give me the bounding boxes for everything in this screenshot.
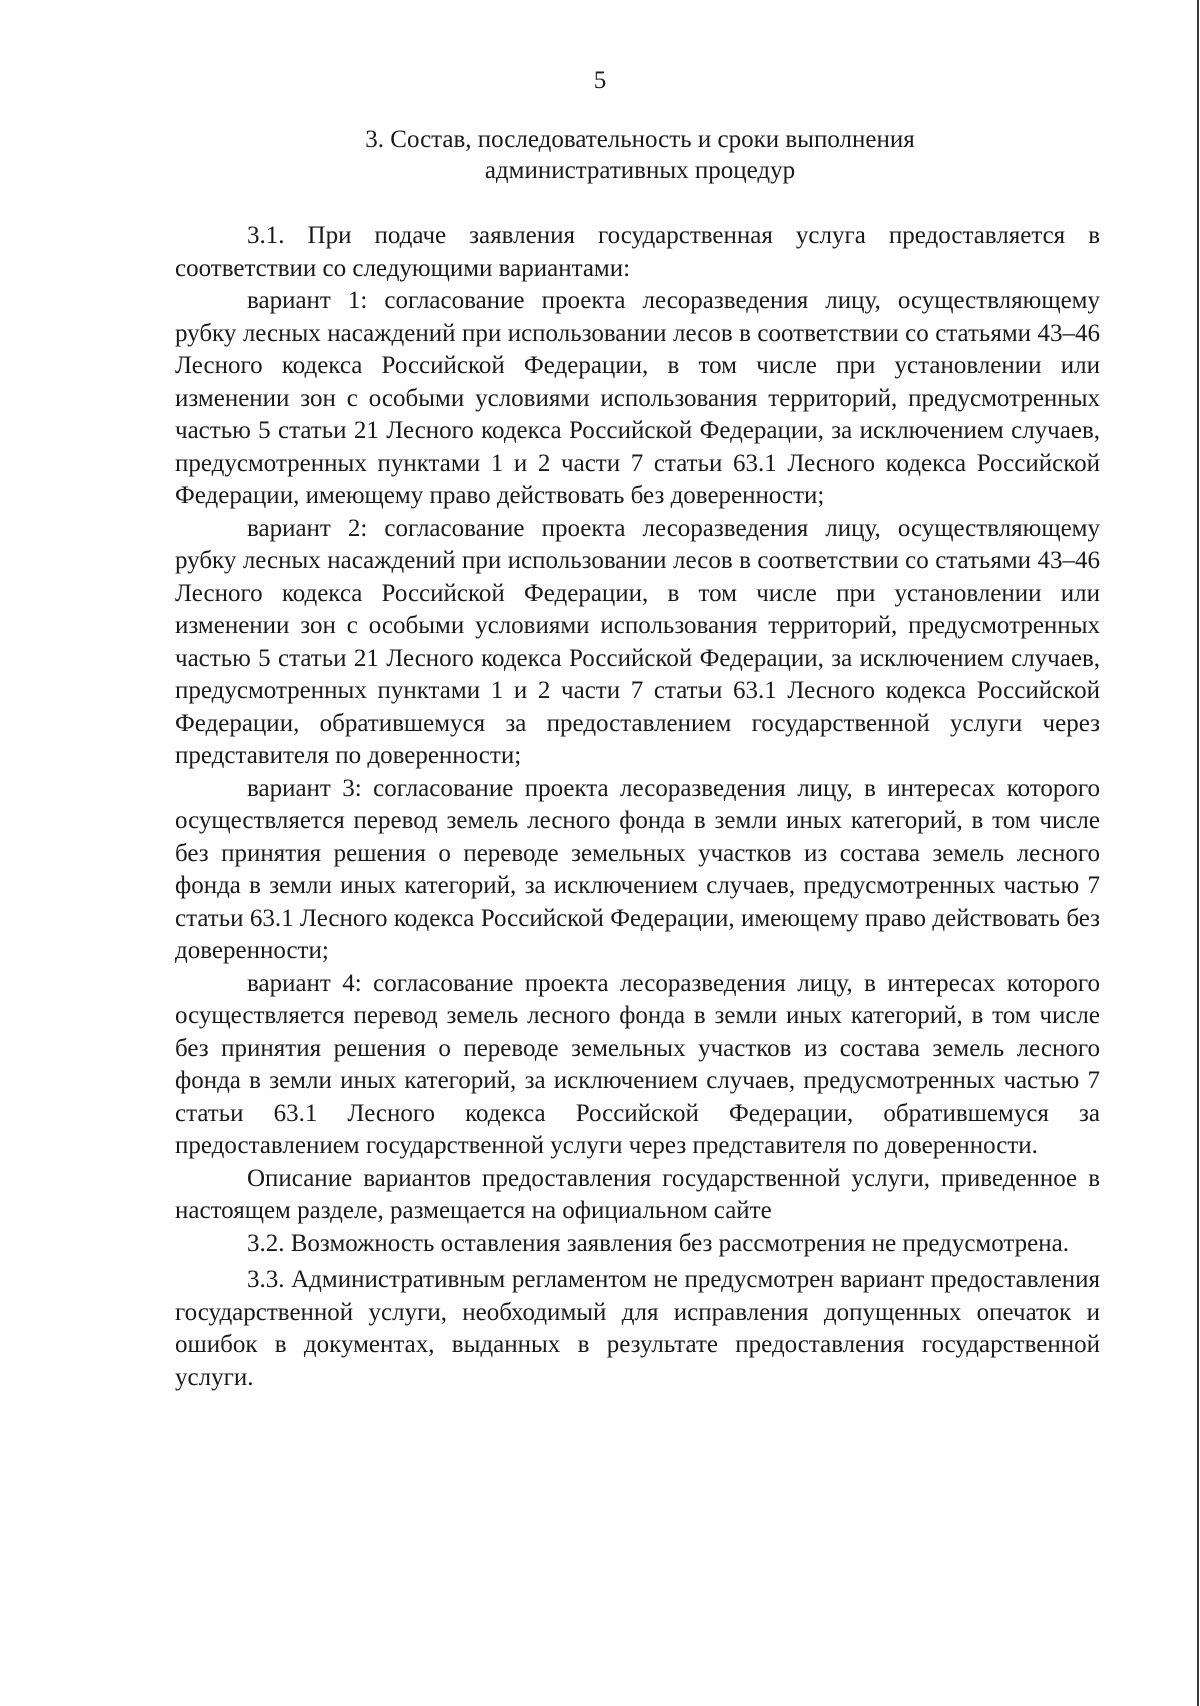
- paragraph-variant-1: вариант 1: согласование проекта лесоразведения лицу, осуществляющему рубку лесных насаждений при использовании лесов в соответствии со статьями 43–46 Лесного кодекса Российской Федерации, в том числе при установлении или изменении зон с особыми условиями использования территорий, предусмотренных частью 5 статьи 21 Лесного кодекса Российской Федерации, за исключением случаев, предусмотренных пунктами 1 и 2 части 7 статьи 63.1 Лесного кодекса Российской Федерации, имеющему право действовать без доверенности;: [175, 287, 1100, 509]
- paragraph-description: Описание вариантов предоставления государственной услуги, приведенное в настоящем разделе, размещается на официальном сайте: [175, 1164, 1100, 1224]
- paragraph-variant-2: вариант 2: согласование проекта лесоразведения лицу, осуществляющему рубку лесных насаждений при использовании лесов в соответствии со статьями 43–46 Лесного кодекса Российской Федерации, в том числе при установлении или изменении зон с особыми условиями использования территорий, предусмотренных частью 5 статьи 21 Лесного кодекса Российской Федерации, за исключением случаев, предусмотренных пунктами 1 и 2 части 7 статьи 63.1 Лесного кодекса Российской Федерации, обратившемуся за предоставлением государственной услуги через представителя по доверенности;: [175, 514, 1100, 769]
- paragraph-3-3: 3.3. Административным регламентом не предусмотрен вариант предоставления государственной услуги, необходимый для исправления допущенных опечаток и ошибок в документах, выданных в результате предоставления государственной услуги.: [175, 1266, 1100, 1391]
- paragraph-variant-4: вариант 4: согласование проекта лесоразведения лицу, в интересах которого осуществляется перевод земель лесного фонда в земли иных категорий, в том числе без принятия решения о переводе земельных участков из состава земель лесного фонда в земли иных категорий, за исключением случаев, предусмотренных частью 7 статьи 63.1 Лесного кодекса Российской Федерации, обратившемуся за предоставлением государственной услуги через представителя по доверенности.: [175, 969, 1100, 1159]
- page-edge: [1197, 0, 1199, 1706]
- section-heading: [0, 124, 1200, 186]
- page-number: 5: [593, 67, 607, 94]
- document-body: [175, 220, 1100, 1394]
- paragraph-variant-3: вариант 3: согласование проекта лесоразведения лицу, в интересах которого осуществляется перевод земель лесного фонда в земли иных категорий, в том числе без принятия решения о переводе земельных участков из состава земель лесного фонда в земли иных категорий, за исключением случаев, предусмотренных частью 7 статьи 63.1 Лесного кодекса Российской Федерации, имеющему право действовать без доверенности;: [175, 774, 1100, 964]
- paragraph-3-2: 3.2. Возможность оставления заявления без рассмотрения не предусмотрена.: [247, 1229, 1069, 1257]
- paragraph-3-1: 3.1. При подаче заявления государственная услуга предоставляется в соответствии со следующими вариантами:: [175, 222, 1100, 282]
- section-heading-line-2: административных процедур: [484, 157, 796, 184]
- section-heading-line-1: 3. Состав, последовательность и сроки выполнения: [365, 126, 915, 153]
